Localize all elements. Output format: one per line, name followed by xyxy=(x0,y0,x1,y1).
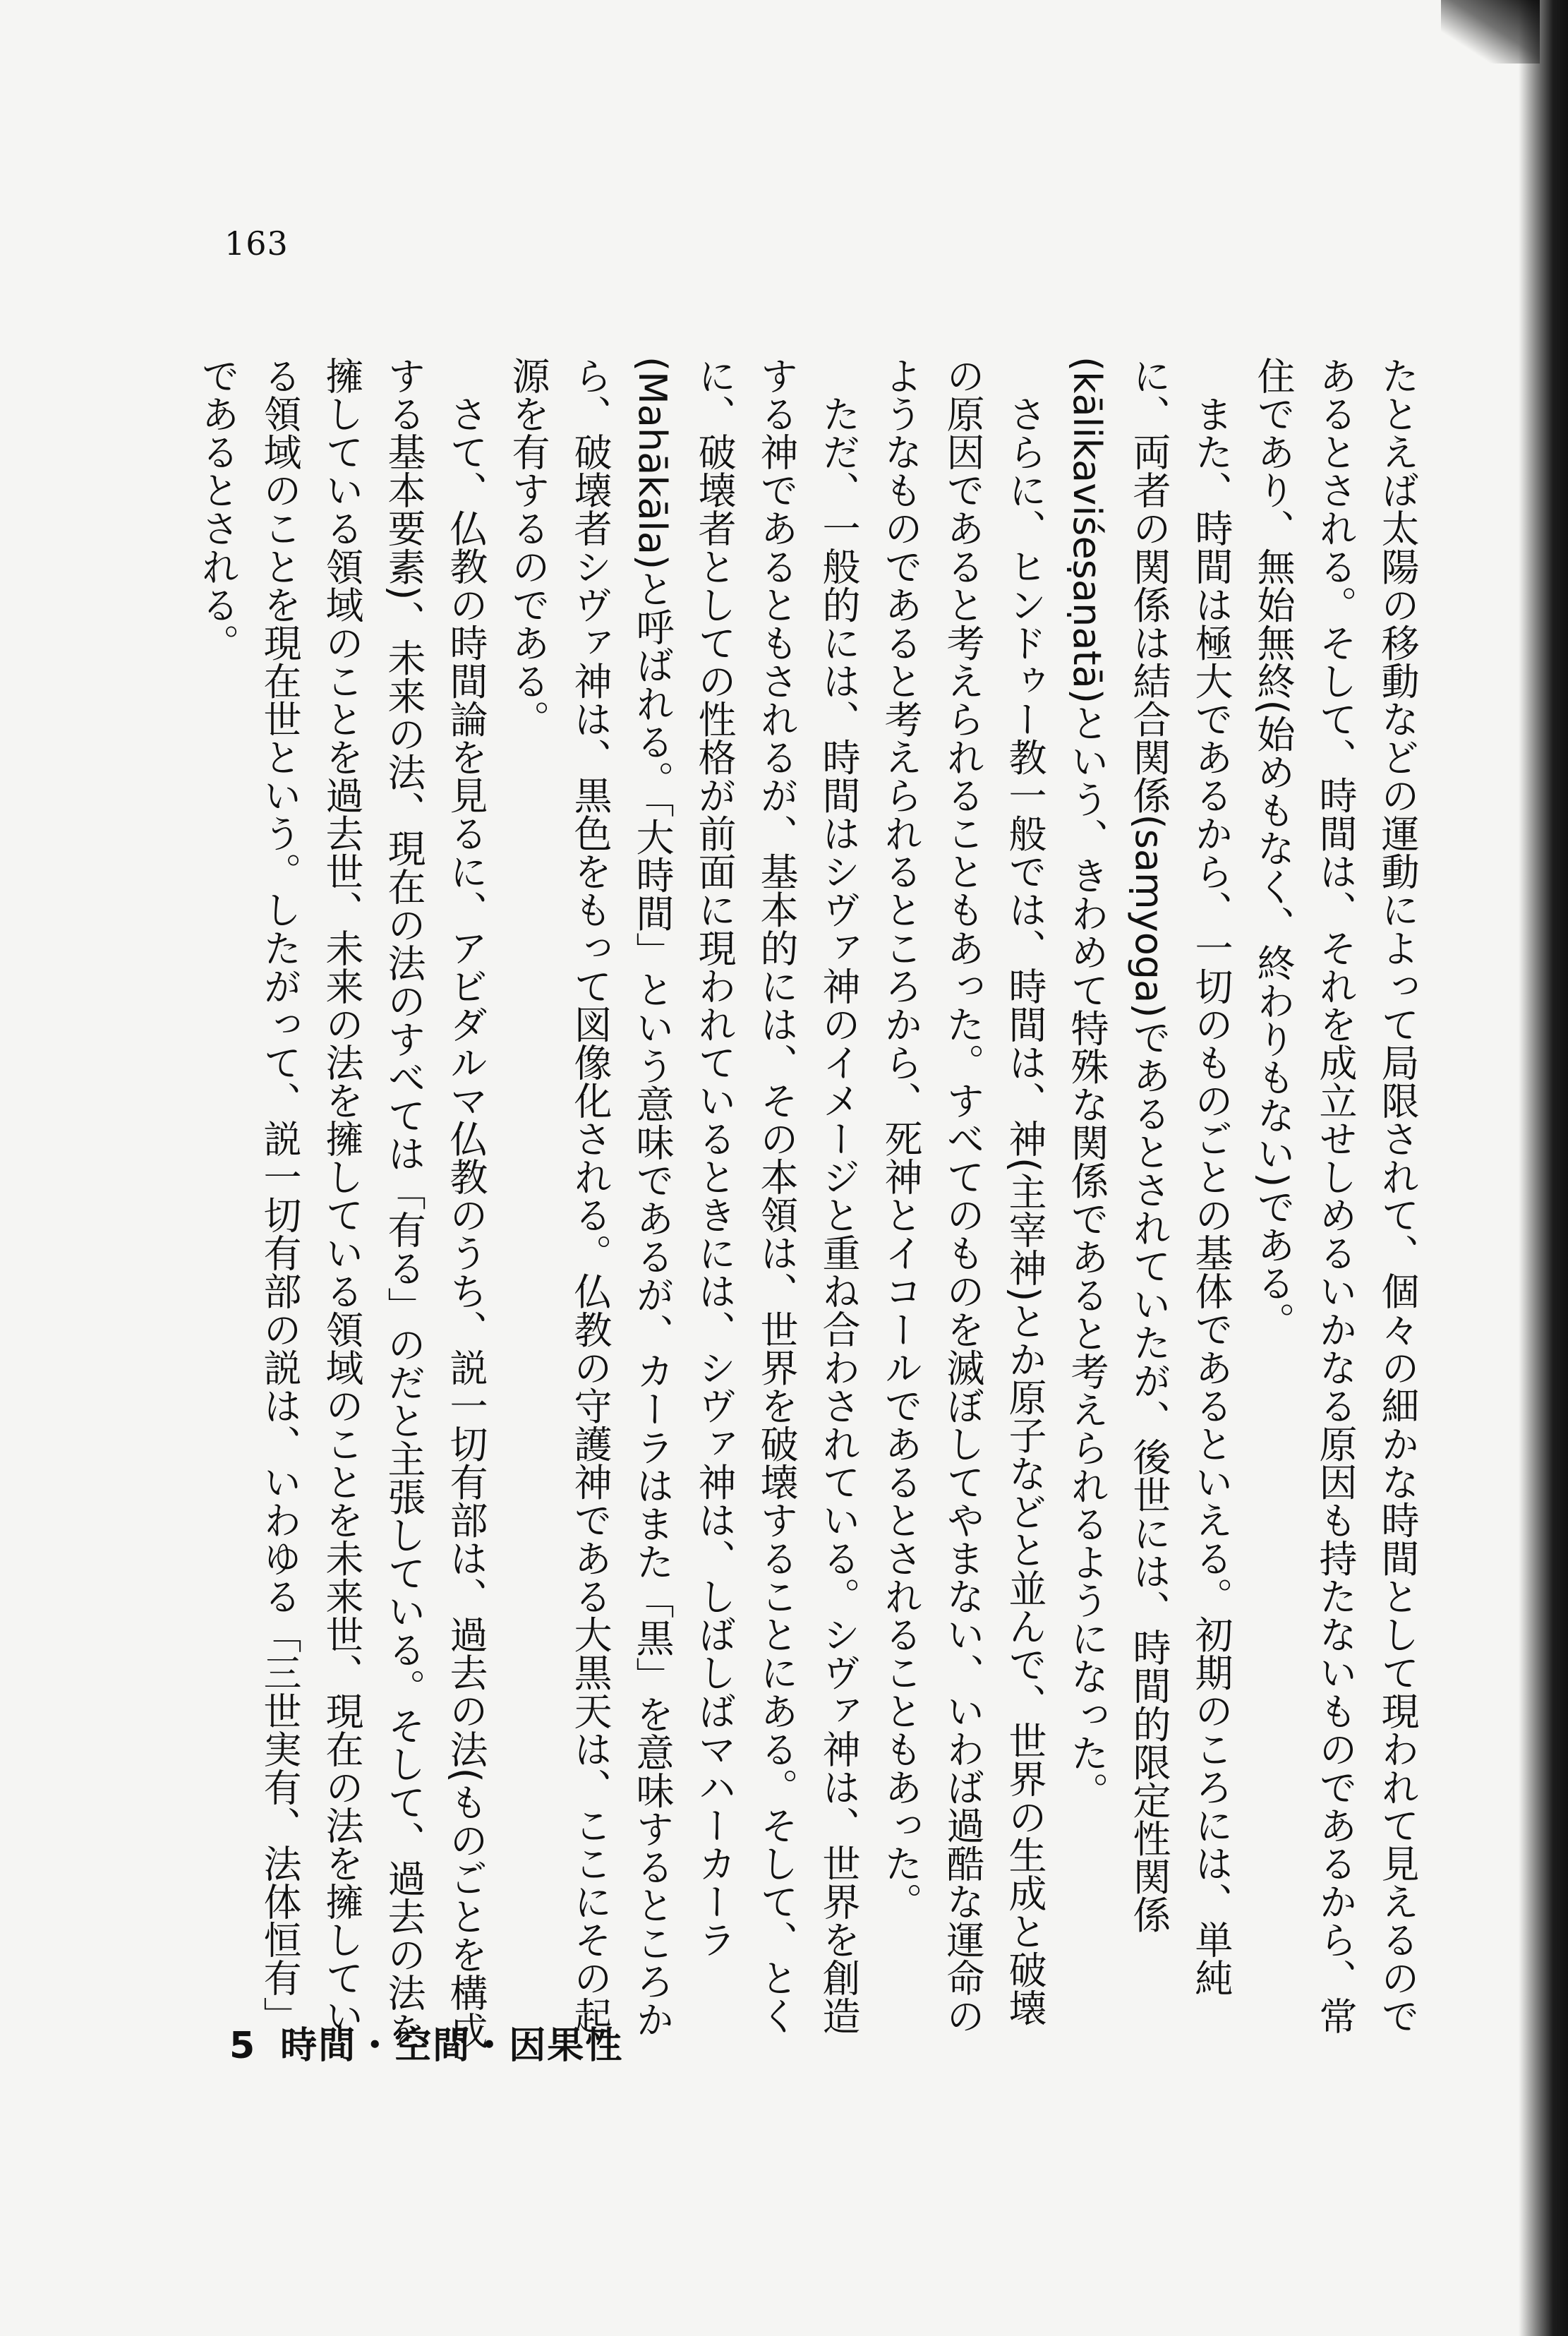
scan-edge-shadow xyxy=(1519,0,1568,2336)
paragraph-5: さて、仏教の時間論を見るに、アビダルマ仏教のうち、説一切有部は、過去の法(ものごとを構成する基本要素)、未来の法、現在の法のすべては「有る」のだと主張している。そして、過去の法を擁している領域のことを過去世、未来の法を擁している領域のことを未来世、現在の法を擁している領域のことを現在世という。したがって、説一切有部の説は、いわゆる「三世実有、法体恒有」であるとされる。 xyxy=(195,356,488,2050)
running-footer xyxy=(229,2016,623,2069)
scan-corner-shadow xyxy=(1441,0,1540,64)
paragraph-4: ただ、一般的には、時間はシヴァ神のイメージと重ね合わされている。シヴァ神は、世界を創造する神であるともされるが、基本的には、その本領は、世界を破壊することにある。そして、とくに、破壊者としての性格が前面に現われているときには、シヴァ神は、しばしばマハーカーラ(Mahākāla)と呼ばれる。「大時間」という意味であるが、カーラはまた「黒」を意味するところから、破壊者シヴァ神は、黒色をもって図像化される。仏教の守護神である大黒天は、ここにその起源を有するのである。 xyxy=(506,356,861,2039)
body-text xyxy=(186,356,1428,2064)
paragraph-1: たとえば太陽の移動などの運動によって局限されて、個々の細かな時間として現われて見えるのであるとされる。そして、時間は、それを成立せしめるいかなる原因も持たないものであるから、常住であり、無始無終(始めもなく、終わりもない)である。 xyxy=(1251,356,1420,2035)
chapter-title: 時間・空間・因果性 xyxy=(280,2025,624,2067)
paragraph-3: さらに、ヒンドゥー教一般では、時間は、神(主宰神)とか原子などと並んで、世界の生成と破壊の原因であると考えられることもあった。すべてのものを滅ぼしてやまない、いわば過酷な運命のようなものであると考えられるところから、死神とイコールであるとされることもあった。 xyxy=(879,356,1047,2035)
page-number: 163 xyxy=(224,224,289,263)
paragraph-2: また、時間は極大であるから、一切のものごとの基体であるといえる。初期のころには、単純に、両者の関係は結合関係(saṃyoga)であるとされていたが、後世には、時間的限定性関係(kālikaviśeṣaṇatā)という、きわめて特殊な関係であると考えられるようになった。 xyxy=(1065,356,1234,1997)
chapter-number: 5 xyxy=(229,2025,257,2067)
